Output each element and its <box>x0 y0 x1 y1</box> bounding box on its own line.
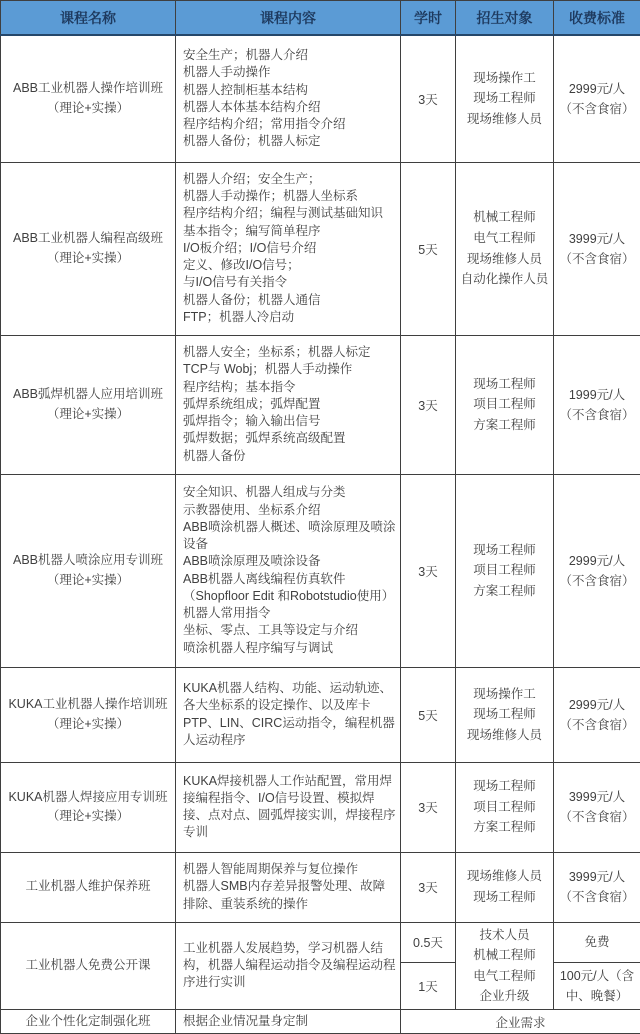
text-line: 现场工程师 <box>458 88 551 109</box>
text-line: 电气工程师 <box>458 228 551 249</box>
duration-cell <box>401 962 456 1009</box>
text-line: 程序结构介绍；编程与测试基础知识 <box>183 205 396 222</box>
text-line: 机器人备份 <box>183 448 396 465</box>
course-name-cell <box>1 35 176 162</box>
duration-cell <box>401 35 456 162</box>
text-line: 方案工程师 <box>458 817 551 838</box>
table-row <box>1 667 640 762</box>
text-line: 机械工程师 <box>458 207 551 228</box>
text-line: ABB机器人离线编程仿真软件 <box>183 571 396 588</box>
text-line: 基本指令；编写简单程序 <box>183 223 396 240</box>
text-line: 3天 <box>403 562 453 580</box>
table-row <box>1 852 640 922</box>
text-line: 项目工程师 <box>458 560 551 581</box>
text-line: 机器人本体基本结构介绍 <box>183 99 396 116</box>
text-line: 方案工程师 <box>458 581 551 602</box>
duration-cell <box>401 852 456 922</box>
fee-cell <box>554 667 640 762</box>
audience-cell <box>456 35 554 162</box>
text-line: 3天 <box>403 90 453 108</box>
text-line: 现场工程师 <box>458 704 551 725</box>
text-line: 根据企业情况量身定制 <box>183 1013 396 1030</box>
text-line: 机械工程师 <box>458 945 551 966</box>
course-content-cell <box>176 1010 401 1034</box>
header-fee: 收费标准 <box>554 1 640 36</box>
duration-cell <box>401 762 456 852</box>
course-content-cell <box>176 474 401 667</box>
text-line: 工业机器人维护保养班 <box>7 877 169 896</box>
audience-cell <box>456 762 554 852</box>
fee-cell <box>554 852 640 922</box>
course-content-cell <box>176 162 401 335</box>
course-name-cell <box>1 667 176 762</box>
duration-cell <box>401 474 456 667</box>
text-line: FTP；机器人冷启动 <box>183 309 396 326</box>
text-line: （理论+实操） <box>7 99 169 118</box>
text-line: 程序结构；基本指令 <box>183 379 396 396</box>
course-name-cell <box>1 1010 176 1034</box>
text-line: 技术人员 <box>458 925 551 946</box>
text-line: ABB喷涂原理及喷涂设备 <box>183 553 396 570</box>
text-line: 安全生产；机器人介绍 <box>183 47 396 64</box>
course-name-cell <box>1 335 176 474</box>
text-line: 2999元/人 <box>556 551 638 571</box>
text-line: ABB工业机器人操作培训班 <box>7 79 169 98</box>
fee-cell <box>554 962 640 1009</box>
table-row <box>1 335 640 474</box>
text-line: 机器人控制柜基本结构 <box>183 82 396 99</box>
course-table-body <box>1 35 640 1034</box>
fee-cell <box>554 35 640 162</box>
text-line: （不含食宿） <box>556 807 638 827</box>
audience-cell <box>456 162 554 335</box>
text-line: （理论+实操） <box>7 571 169 590</box>
text-line: 3天 <box>403 878 453 896</box>
text-line: 现场维修人员 <box>458 725 551 746</box>
text-line: ABB喷涂机器人概述、喷涂原理及喷涂设备 <box>183 519 396 554</box>
fee-cell <box>554 922 640 962</box>
text-line: 弧焊数据；弧焊系统高级配置 <box>183 430 396 447</box>
text-line: 3999元/人 <box>556 787 638 807</box>
duration-cell <box>401 335 456 474</box>
text-line: （Shopfloor Edit 和Robotstudio使用） <box>183 588 396 605</box>
text-line: （理论+实操） <box>7 715 169 734</box>
text-line: KUKA机器人焊接应用专训班 <box>7 788 169 807</box>
text-line: KUKA工业机器人操作培训班 <box>7 695 169 714</box>
header-row <box>1 1 640 36</box>
text-line: 项目工程师 <box>458 394 551 415</box>
text-line: 现场工程师 <box>458 374 551 395</box>
text-line: 自动化操作人员 <box>458 269 551 290</box>
text-line: 5天 <box>403 240 453 258</box>
text-line: ABB弧焊机器人应用培训班 <box>7 385 169 404</box>
text-line: 企业需求 <box>403 1013 638 1031</box>
text-line: 弧焊系统组成；弧焊配置 <box>183 396 396 413</box>
table-row <box>1 474 640 667</box>
text-line: 1天 <box>403 977 453 995</box>
course-table-header <box>1 1 640 36</box>
text-line: 坐标、零点、工具等设定与介绍 <box>183 622 396 639</box>
duration-cell <box>401 162 456 335</box>
course-name-cell <box>1 474 176 667</box>
duration-cell <box>401 922 456 962</box>
header-course-content: 课程内容 <box>176 1 401 36</box>
course-content-cell <box>176 335 401 474</box>
text-line: 企业升级 <box>458 986 551 1007</box>
text-line: 企业个性化定制强化班 <box>7 1012 169 1031</box>
text-line: （不含食宿） <box>556 887 638 907</box>
fee-cell <box>554 162 640 335</box>
text-line: 5天 <box>403 706 453 724</box>
course-name-cell <box>1 162 176 335</box>
text-line: 机器人常用指令 <box>183 605 396 622</box>
course-content-cell <box>176 852 401 922</box>
text-line: （理论+实操） <box>7 249 169 268</box>
text-line: （不含食宿） <box>556 99 638 119</box>
text-line: 现场操作工 <box>458 68 551 89</box>
audience-cell <box>456 922 554 1010</box>
text-line: （不含食宿） <box>556 249 638 269</box>
audience-cell <box>456 667 554 762</box>
text-line: 100元/人（含中、晚餐） <box>556 966 638 1006</box>
text-line: 现场工程师 <box>458 540 551 561</box>
table-row <box>1 162 640 335</box>
course-name-cell <box>1 922 176 1010</box>
text-line: 工业机器人发展趋势，学习机器人结构，机器人编程运动指令及编程运动程序进行实训 <box>183 940 396 992</box>
text-line: 0.5天 <box>403 933 453 951</box>
text-line: 机器人安全；坐标系；机器人标定 <box>183 344 396 361</box>
text-line: 定义、修改I/O信号； <box>183 257 396 274</box>
text-line: 3天 <box>403 798 453 816</box>
header-duration: 学时 <box>401 1 456 36</box>
audience-cell <box>456 474 554 667</box>
table-row <box>1 1010 640 1034</box>
audience-cell <box>456 335 554 474</box>
text-line: （不含食宿） <box>556 715 638 735</box>
fee-cell <box>554 474 640 667</box>
text-line: 方案工程师 <box>458 415 551 436</box>
course-name-cell <box>1 852 176 922</box>
text-line: 1999元/人 <box>556 385 638 405</box>
text-line: 弧焊指令；输入输出信号 <box>183 413 396 430</box>
text-line: TCP与 Wobj；机器人手动操作 <box>183 361 396 378</box>
text-line: 机器人介绍；安全生产； <box>183 171 396 188</box>
header-audience: 招生对象 <box>456 1 554 36</box>
text-line: 程序结构介绍；常用指令介绍 <box>183 116 396 133</box>
text-line: 机器人备份；机器人通信 <box>183 292 396 309</box>
text-line: （不含食宿） <box>556 405 638 425</box>
course-content-cell <box>176 35 401 162</box>
text-line: 2999元/人 <box>556 695 638 715</box>
text-line: KUKA焊接机器人工作站配置，常用焊接编程指令、I/O信号设置、模拟焊接、点对点、圆弧焊接实训，焊接程序专训 <box>183 773 396 842</box>
text-line: （理论+实操） <box>7 405 169 424</box>
text-line: 3999元/人 <box>556 229 638 249</box>
text-line: 3999元/人 <box>556 867 638 887</box>
course-content-cell <box>176 667 401 762</box>
fee-cell <box>554 762 640 852</box>
fee-cell <box>554 335 640 474</box>
text-line: 与I/O信号有关指令 <box>183 274 396 291</box>
text-line: ABB机器人喷涂应用专训班 <box>7 551 169 570</box>
text-line: 示教器使用、坐标系介绍 <box>183 502 396 519</box>
course-content-cell <box>176 762 401 852</box>
table-row <box>1 35 640 162</box>
text-line: 机器人SMB内存差异报警处理、故障排除、重装系统的操作 <box>183 878 396 913</box>
text-line: （不含食宿） <box>556 571 638 591</box>
text-line: 机器人备份；机器人标定 <box>183 133 396 150</box>
duration-cell <box>401 667 456 762</box>
text-line: 现场工程师 <box>458 887 551 908</box>
audience-cell <box>456 852 554 922</box>
text-line: 机器人智能周期保养与复位操作 <box>183 861 396 878</box>
text-line: 机器人手动操作 <box>183 64 396 81</box>
text-line: 安全知识、机器人组成与分类 <box>183 484 396 501</box>
text-line: 现场维修人员 <box>458 249 551 270</box>
course-name-cell <box>1 762 176 852</box>
text-line: 现场工程师 <box>458 776 551 797</box>
text-line: 现场维修人员 <box>458 866 551 887</box>
header-course-name: 课程名称 <box>1 1 176 36</box>
text-line: KUKA机器人结构、功能、运动轨迹、各大坐标系的设定操作、以及库卡PTP、LIN、CIRC运动指令，编程机器人运动程序 <box>183 680 396 749</box>
text-line: 电气工程师 <box>458 966 551 987</box>
table-row <box>1 922 640 962</box>
text-line: 免费 <box>556 932 638 952</box>
table-row <box>1 762 640 852</box>
text-line: I/O板介绍；I/O信号介绍 <box>183 240 396 257</box>
text-line: 项目工程师 <box>458 797 551 818</box>
merged-requirement-cell <box>401 1010 640 1034</box>
text-line: 现场操作工 <box>458 684 551 705</box>
text-line: 喷涂机器人程序编写与调试 <box>183 640 396 657</box>
text-line: 2999元/人 <box>556 79 638 99</box>
text-line: （理论+实操） <box>7 807 169 826</box>
text-line: 机器人手动操作；机器人坐标系 <box>183 188 396 205</box>
text-line: 3天 <box>403 396 453 414</box>
text-line: ABB工业机器人编程高级班 <box>7 229 169 248</box>
course-content-cell <box>176 922 401 1010</box>
text-line: 现场维修人员 <box>458 109 551 130</box>
text-line: 工业机器人免费公开课 <box>7 956 169 975</box>
